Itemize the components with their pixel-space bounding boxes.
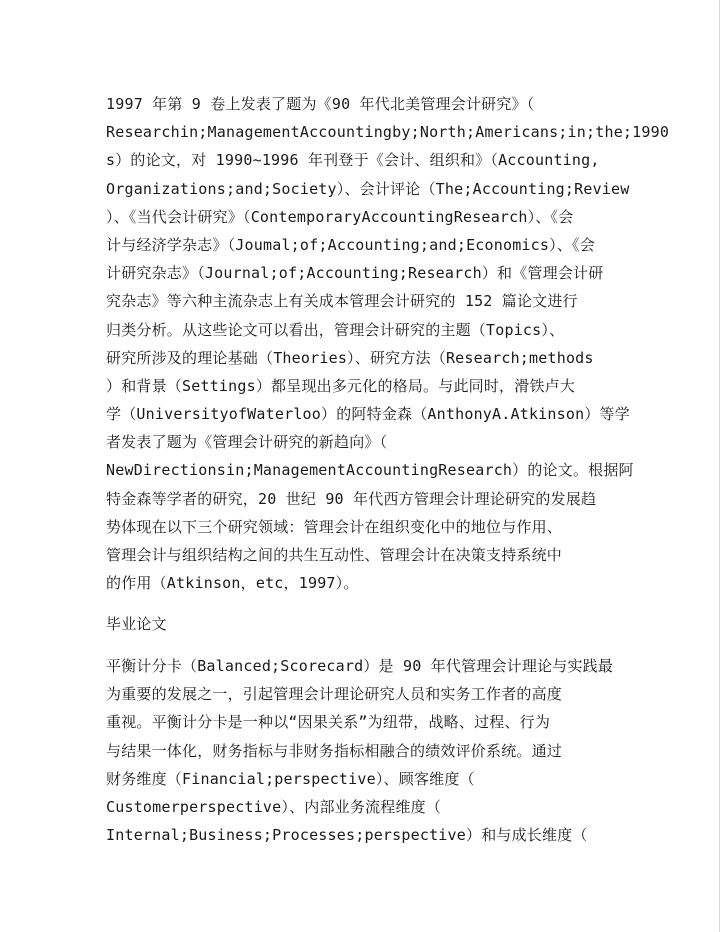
- text-line: 究杂志》等六种主流杂志上有关成本管理会计研究的 152 篇论文进行: [106, 292, 578, 311]
- text-line: ）和背景（Settings）都呈现出多元化的格局。与此同时，滑铁卢大: [106, 376, 576, 395]
- text-line: 计与经济学杂志》（Joumal;of;Accounting;and;Economics）、《会: [106, 235, 595, 254]
- text-line: 学（UniversityofWaterloo）的阿特金森（AnthonyA.Atkinson）等学: [106, 405, 630, 424]
- text-line: 财务维度（Financial;perspective）、顾客维度（: [106, 769, 475, 788]
- heading-text: 毕业论文: [106, 615, 167, 633]
- text-line: Customerperspective）、内部业务流程维度（: [106, 797, 442, 816]
- text-line: 管理会计与组织结构之间的共生互动性、管理会计在决策支持系统中: [106, 546, 563, 564]
- text-line: 为重要的发展之一，引起管理会计理论研究人员和实务工作者的高度: [106, 685, 563, 704]
- text-line: Researchin;ManagementAccountingby;North;Americans;in;the;1990: [106, 123, 670, 142]
- text-line: ）、《当代会计研究》（ContemporaryAccountingResearch）、《会: [106, 207, 574, 226]
- text-line: 平衡计分卡（Balanced;Scorecard）是 90 年代管理会计理论与实践最: [106, 657, 614, 675]
- text-line: s）的论文，对 1990~1996 年刊登于《会计、组织和》（Accounting,: [106, 151, 600, 170]
- text-line: Organizations;and;Society）、会计评论（The;Accounting;Review: [106, 179, 630, 198]
- text-line: 势体现在以下三个研究领域：管理会计在组织变化中的地位与作用、: [106, 517, 563, 536]
- text-line: 与结果一体化，财务指标与非财务指标相融合的绩效评价系统。通过: [106, 741, 563, 760]
- text-line: 的作用（Atkinson，etc，1997）。: [106, 574, 359, 593]
- text-line: 计研究杂志》（Journal;of;Accounting;Research）和《管理会计研: [106, 264, 604, 283]
- text-line: 归类分析。从这些论文可以看出，管理会计研究的主题（Topics）、: [106, 320, 565, 339]
- text-line: 研究所涉及的理论基础（Theories）、研究方法（Research;methods: [106, 348, 594, 367]
- text-line: 重视。平衡计分卡是一种以“因果关系”为纽带，战略、过程、行为: [106, 713, 551, 732]
- text-line: 者发表了题为《管理会计研究的新趋向》（: [106, 433, 388, 452]
- text-line: Internal;Business;Processes;perspective）和与成长维度（: [106, 826, 588, 845]
- section-heading: [106, 610, 604, 638]
- text-line: 1997 年第 9 卷上发表了题为《90 年代北美管理会计研究》（: [106, 95, 535, 113]
- paragraph-2: [106, 652, 614, 849]
- text-line: 特金森等学者的研究，20 世纪 90 年代西方管理会计理论研究的发展趋: [106, 489, 597, 508]
- paragraph-1: [106, 90, 670, 597]
- text-line: NewDirectionsin;ManagementAccountingResearch）的论文。根据阿: [106, 461, 634, 480]
